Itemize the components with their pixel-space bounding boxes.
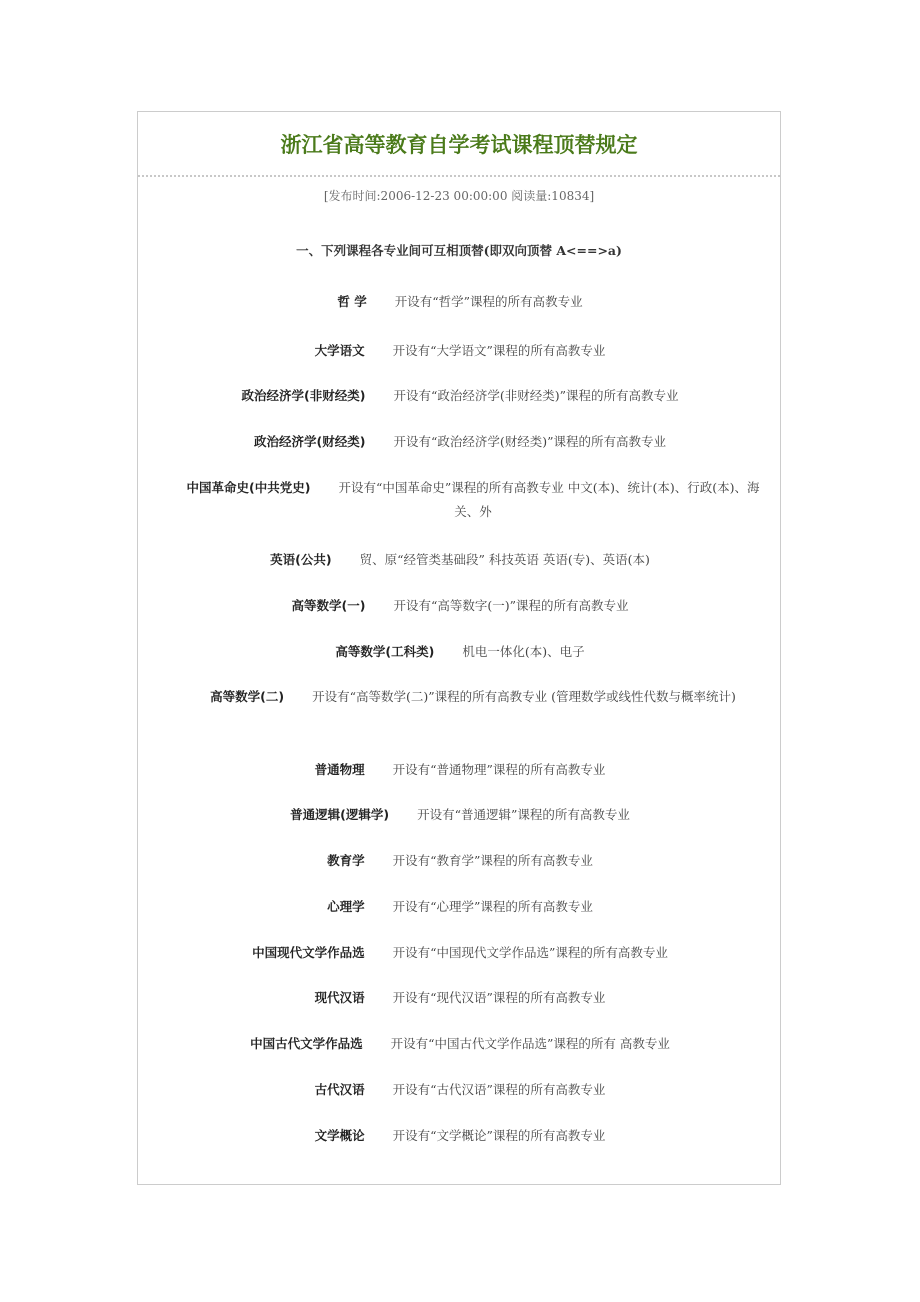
- article-title: 浙江省高等教育自学考试课程顶替规定: [280, 133, 638, 157]
- substitution-entry: [138, 685, 782, 709]
- course-description: 开设有“古代汉语”课程的所有高教专业: [392, 1082, 606, 1097]
- course-description: 开设有“心理学”课程的所有高教专业: [392, 899, 593, 914]
- course-description: 开设有“中国古代文学作品选”课程的所有 高教专业: [390, 1036, 670, 1051]
- course-description: 开设有“文学概论”课程的所有高教专业: [392, 1128, 606, 1143]
- course-name: 高等数学(二): [210, 689, 285, 704]
- article-container: [137, 111, 781, 1185]
- substitution-entry: [138, 986, 782, 1010]
- course-name: 古代汉语: [314, 1082, 365, 1097]
- course-name: 中国古代文学作品选: [250, 1036, 363, 1051]
- course-name: 普通逻辑(逻辑学): [290, 807, 390, 822]
- substitution-entry: [138, 1124, 782, 1148]
- substitution-entry: [138, 941, 782, 965]
- substitution-entry: [138, 640, 782, 664]
- course-description: 机电一体化(本)、电子: [462, 644, 585, 659]
- course-name: 心理学: [327, 899, 365, 914]
- substitution-entry: [138, 548, 782, 572]
- substitution-entry: [138, 1032, 782, 1056]
- course-name: 中国现代文学作品选: [252, 945, 365, 960]
- course-name: 现代汉语: [314, 990, 365, 1005]
- course-name: 教育学: [327, 853, 365, 868]
- section-heading: 一、下列课程各专业间可互相顶替(即双向顶替 A<==>a): [296, 243, 622, 258]
- substitution-entry: [138, 384, 782, 408]
- publish-meta: [发布时间:2006-12-23 00:00:00 阅读量:10834]: [323, 189, 595, 203]
- substitution-entry: [138, 849, 782, 873]
- course-description: 开设有“中国现代文学作品选”课程的所有高教专业: [392, 945, 668, 960]
- course-description: 开设有“中国革命史”课程的所有高教专业 中文(本)、统计(本)、行政(本)、海关、外: [338, 480, 760, 519]
- course-description: 开设有“哲学”课程的所有高教专业: [394, 294, 583, 309]
- course-name: 高等数学(一): [291, 598, 366, 613]
- course-name: 英语(公共): [270, 552, 332, 567]
- substitution-entry: [138, 290, 782, 314]
- course-name: 普通物理: [314, 762, 365, 777]
- course-name: 高等数学(工科类): [335, 644, 435, 659]
- course-description: 开设有“高等数学(二)”课程的所有高教专业 (管理数学或线性代数与概率统计): [312, 689, 736, 704]
- course-description: 开设有“政治经济学(非财经类)”课程的所有高教专业: [393, 388, 679, 403]
- course-name: 政治经济学(财经类): [254, 434, 366, 449]
- course-name: 中国革命史(中共党史): [186, 480, 311, 495]
- course-description: 开设有“政治经济学(财经类)”课程的所有高教专业: [393, 434, 666, 449]
- course-name: 哲 学: [337, 294, 367, 309]
- substitution-entry: [138, 758, 782, 782]
- course-description: 开设有“教育学”课程的所有高教专业: [392, 853, 593, 868]
- course-description: 开设有“普通逻辑”课程的所有高教专业: [417, 807, 630, 822]
- substitution-entry: [138, 1078, 782, 1102]
- course-name: 文学概论: [314, 1128, 365, 1143]
- substitution-entry: [138, 430, 782, 454]
- substitution-entry: [138, 339, 782, 363]
- substitution-entry: [138, 895, 782, 919]
- substitution-entry: [138, 803, 782, 827]
- title-divider: [138, 175, 780, 177]
- substitution-entry: [138, 476, 782, 524]
- course-description: 开设有“现代汉语”课程的所有高教专业: [392, 990, 606, 1005]
- course-description: 贸、原“经管类基础段” 科技英语 英语(专)、英语(本): [359, 552, 650, 567]
- course-description: 开设有“高等数字(一)”课程的所有高教专业: [393, 598, 629, 613]
- course-name: 大学语文: [314, 343, 365, 358]
- course-description: 开设有“大学语文”课程的所有高教专业: [392, 343, 606, 358]
- course-description: 开设有“普通物理”课程的所有高教专业: [392, 762, 606, 777]
- course-name: 政治经济学(非财经类): [241, 388, 366, 403]
- substitution-entry: [138, 594, 782, 618]
